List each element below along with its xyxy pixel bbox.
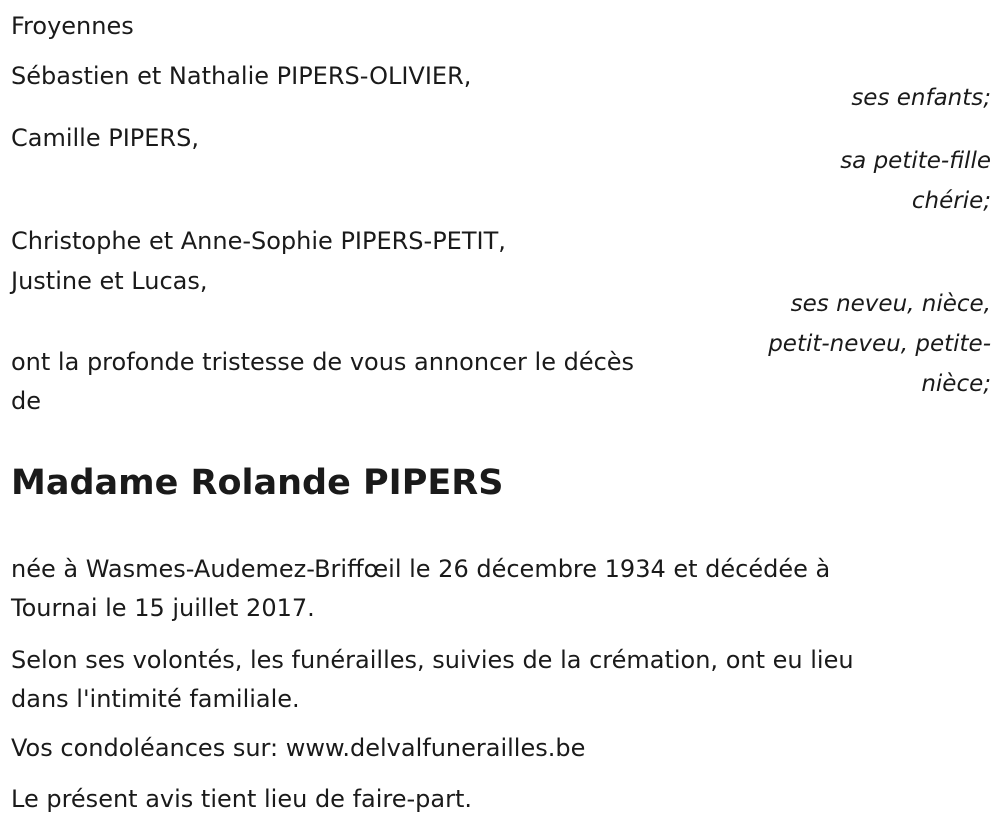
funeral-info-line-2: dans l'intimité familiale. [11, 685, 300, 713]
family-names-children: Sébastien et Nathalie PIPERS-OLIVIER, [11, 62, 472, 90]
relation-nephews-line-3: nièce; [921, 371, 991, 397]
funeral-info-line-1: Selon ses volontés, les funérailles, suivies de la crémation, ont eu lieu [11, 646, 854, 674]
announcement-line-2: de [11, 387, 41, 415]
birth-death-line-1: née à Wasmes-Audemez-Briffœil le 26 décembre 1934 et décédée à [11, 555, 831, 583]
relation-nephews-line-2: petit-neveu, petite- [768, 331, 991, 357]
location-line: Froyennes [11, 12, 134, 40]
condolences-line: Vos condoléances sur: www.delvalfunerailles.be [11, 734, 586, 762]
family-names-nephews-line-1: Christophe et Anne-Sophie PIPERS-PETIT, [11, 227, 506, 255]
family-names-granddaughter: Camille PIPERS, [11, 124, 199, 152]
relation-children: ses enfants; [851, 85, 991, 111]
relation-granddaughter-line-1: sa petite-fille [840, 148, 991, 174]
relation-nephews-line-1: ses neveu, nièce, [790, 291, 991, 317]
family-names-nephews-line-2: Justine et Lucas, [11, 267, 208, 295]
closing-line: Le présent avis tient lieu de faire-part. [11, 785, 473, 813]
deceased-name: Madame Rolande PIPERS [11, 463, 504, 503]
announcement-line-1: ont la profonde tristesse de vous annoncer le décès [11, 348, 635, 376]
birth-death-line-2: Tournai le 15 juillet 2017. [11, 594, 315, 622]
relation-granddaughter-line-2: chérie; [911, 188, 991, 214]
